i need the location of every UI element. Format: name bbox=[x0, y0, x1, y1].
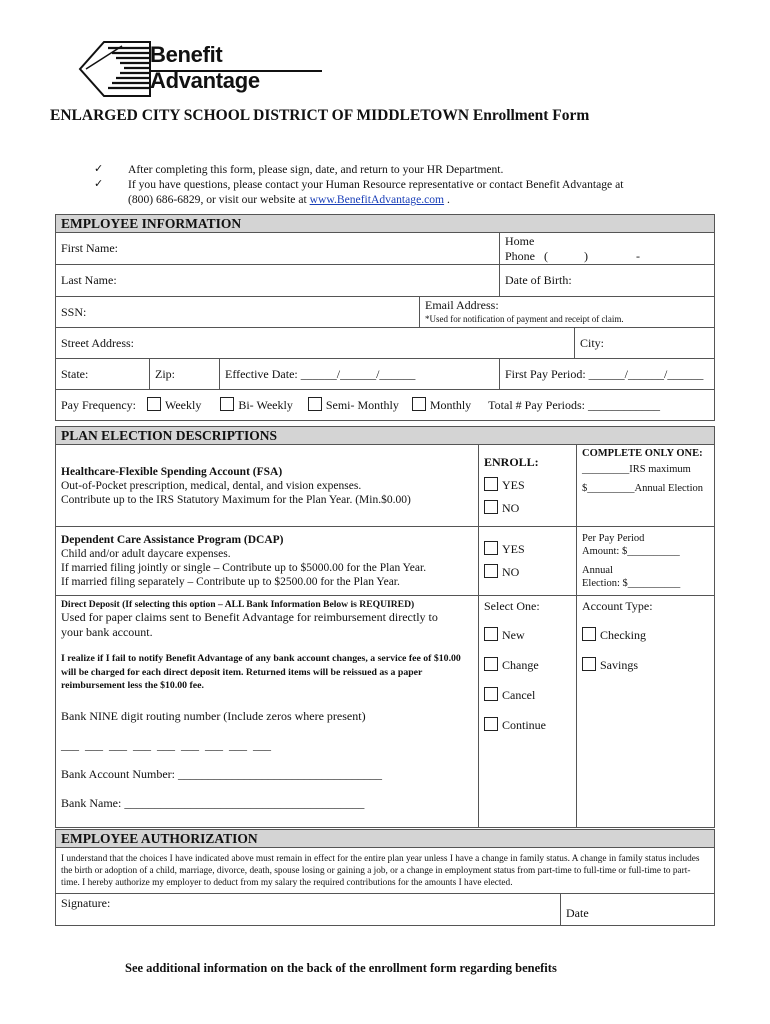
fsa-text: Out-of-Pocket prescription, medical, dental, and vision expenses. bbox=[61, 479, 362, 492]
direct-deposit-text: your bank account. bbox=[61, 625, 153, 639]
dcap-no-checkbox[interactable] bbox=[484, 564, 498, 578]
direct-deposit-text: Used for paper claims sent to Benefit Advantage for reimbursement directly to bbox=[61, 610, 438, 624]
option-label: New bbox=[502, 628, 525, 642]
routing-number-field[interactable]: ___ ___ ___ ___ ___ ___ ___ ___ ___ bbox=[61, 737, 271, 752]
option-label: Change bbox=[502, 658, 539, 672]
field-label: Last Name: bbox=[61, 273, 117, 287]
field-label: Signature: bbox=[61, 896, 111, 910]
date-of-birth-field[interactable] bbox=[500, 265, 715, 297]
dcap-description bbox=[56, 527, 479, 596]
effective-date-field[interactable] bbox=[220, 359, 500, 390]
dcap-text: If married filing separately – Contribute up to $2500.00 for the Plan Year. bbox=[61, 576, 400, 588]
fsa-annual-election-field[interactable]: $_________Annual Election bbox=[582, 483, 704, 494]
option-label: Checking bbox=[600, 628, 646, 642]
last-name-field[interactable] bbox=[56, 265, 500, 297]
instruction-item bbox=[94, 192, 734, 207]
email-note: *Used for notification of payment and receipt of claim. bbox=[425, 314, 624, 324]
first-pay-period-field[interactable] bbox=[500, 359, 715, 390]
field-label: First Pay Period: ______/______/______ bbox=[505, 366, 704, 381]
direct-deposit-warning: I realize if I fail to notify Benefit Advantage of any bank account changes, a service fee of $10.00 will be charged for each direct deposit item. Returned items will be reissued as a paper reimbursement less the $10.00 fee. bbox=[61, 653, 461, 691]
checkmark-icon: ✓ bbox=[94, 163, 104, 175]
field-label: First Name: bbox=[61, 241, 118, 255]
irs-maximum-field[interactable]: _________IRS maximum bbox=[582, 464, 691, 475]
enroll-label: ENROLL: bbox=[484, 455, 539, 469]
website-link[interactable]: www.BenefitAdvantage.com bbox=[309, 193, 445, 206]
per-pay-amount-field[interactable]: Amount: $__________ bbox=[582, 546, 680, 557]
checkmark-icon: ✓ bbox=[94, 178, 104, 190]
city-field[interactable] bbox=[575, 328, 715, 359]
benefit-advantage-logo bbox=[78, 40, 328, 98]
fsa-text: Contribute up to the IRS Statutory Maximum for the Plan Year. (Min.$0.00) bbox=[61, 493, 411, 506]
logo-mark-icon bbox=[78, 40, 158, 98]
option-label: Weekly bbox=[164, 398, 202, 412]
bank-account-number-field[interactable]: Bank Account Number: __________________________________ bbox=[61, 766, 382, 781]
direct-deposit-description bbox=[56, 596, 479, 828]
instruction-text: (800) 686-6829, or visit our website at bbox=[128, 193, 310, 206]
logo-underline bbox=[150, 70, 322, 72]
field-label: Date bbox=[566, 906, 589, 920]
instructions bbox=[94, 162, 734, 207]
annual-label: Annual bbox=[582, 565, 613, 576]
new-checkbox[interactable] bbox=[484, 627, 498, 641]
total-pay-periods[interactable]: Total # Pay Periods: ____________ bbox=[488, 398, 660, 412]
option-label: Semi- Monthly bbox=[325, 398, 399, 412]
logo-text: Benefit Advantage bbox=[150, 42, 260, 93]
field-label: Effective Date: ______/______/______ bbox=[225, 366, 416, 381]
dcap-annual-election-field[interactable]: Election: $__________ bbox=[582, 578, 681, 589]
field-label: State: bbox=[61, 366, 89, 381]
instruction-item bbox=[94, 162, 734, 177]
field-label: Zip: bbox=[155, 366, 175, 381]
email-field[interactable] bbox=[420, 297, 715, 328]
change-checkbox[interactable] bbox=[484, 657, 498, 671]
account-type-label: Account Type: bbox=[582, 599, 653, 613]
field-label: Street Address: bbox=[61, 335, 134, 350]
dcap-title: Dependent Care Assistance Program (DCAP) bbox=[61, 534, 284, 546]
select-one-label: Select One: bbox=[484, 599, 540, 613]
section-header: EMPLOYEE AUTHORIZATION bbox=[56, 830, 715, 848]
date-field[interactable] bbox=[561, 894, 715, 926]
section-header: PLAN ELECTION DESCRIPTIONS bbox=[56, 427, 715, 445]
option-label: Continue bbox=[502, 718, 546, 732]
employee-information-table bbox=[55, 214, 715, 421]
ssn-field[interactable] bbox=[56, 297, 420, 328]
field-label: Phone ( ) - bbox=[505, 248, 640, 263]
dcap-enroll-cell bbox=[479, 527, 577, 596]
continue-checkbox[interactable] bbox=[484, 717, 498, 731]
fsa-enroll-cell bbox=[479, 445, 577, 527]
dcap-text: Child and/or adult daycare expenses. bbox=[61, 548, 231, 560]
savings-checkbox[interactable] bbox=[582, 657, 596, 671]
bank-name-field[interactable]: Bank Name: ________________________________________ bbox=[61, 795, 365, 810]
direct-deposit-title: Direct Deposit (If selecting this option – ALL Bank Information Below is REQUIRED) bbox=[61, 599, 415, 610]
per-pay-label: Per Pay Period bbox=[582, 533, 645, 544]
semimonthly-checkbox[interactable] bbox=[308, 397, 322, 411]
option-label: Savings bbox=[600, 658, 639, 672]
account-type-cell bbox=[577, 596, 715, 828]
option-label: YES bbox=[502, 478, 525, 492]
cancel-checkbox[interactable] bbox=[484, 687, 498, 701]
field-label: Home bbox=[505, 233, 535, 248]
field-label: Date of Birth: bbox=[505, 273, 572, 287]
field-label: City: bbox=[580, 335, 605, 350]
home-phone-field[interactable] bbox=[500, 233, 715, 265]
section-header: EMPLOYEE INFORMATION bbox=[56, 215, 715, 233]
instruction-text: . bbox=[444, 193, 450, 206]
pay-frequency-row bbox=[56, 390, 715, 421]
footer-note: See additional information on the back of the enrollment form regarding benefits bbox=[125, 961, 557, 975]
option-label: NO bbox=[502, 565, 520, 579]
complete-only-label: COMPLETE ONLY ONE: bbox=[582, 448, 703, 459]
first-name-field[interactable] bbox=[56, 233, 500, 265]
employee-authorization-table bbox=[55, 829, 715, 926]
plan-election-table bbox=[55, 426, 715, 828]
dcap-yes-checkbox[interactable] bbox=[484, 541, 498, 555]
fsa-yes-checkbox[interactable] bbox=[484, 477, 498, 491]
option-label: YES bbox=[502, 542, 525, 556]
fsa-title: Healthcare-Flexible Spending Account (FSA) bbox=[61, 465, 283, 478]
zip-field[interactable] bbox=[150, 359, 220, 390]
fsa-no-checkbox[interactable] bbox=[484, 500, 498, 514]
option-label: Cancel bbox=[502, 688, 536, 702]
authorization-text: I understand that the choices I have indicated above must remain in effect for the entire plan year unless I have a change in family status. A change in family status includes the birth or adoption of a child, marriage, divorce, death, spouse losing or gaining a job, or a change in employment status from part-time to full-time or full-time to part-time. I hereby authorize my employer to deduct from my salary the required contributions for the amounts I have elected. bbox=[56, 848, 715, 894]
instruction-text: If you have questions, please contact your Human Resource representative or contact Benefit Advantage at bbox=[128, 178, 624, 191]
field-label: SSN: bbox=[61, 304, 87, 319]
fsa-description bbox=[56, 445, 479, 527]
option-label: NO bbox=[502, 501, 520, 515]
state-field[interactable] bbox=[56, 359, 150, 390]
signature-field[interactable] bbox=[56, 894, 561, 926]
weekly-checkbox[interactable] bbox=[147, 397, 161, 411]
option-label: Bi- Weekly bbox=[238, 398, 293, 412]
dcap-text: If married filing jointly or single – Contribute up to $5000.00 for the Plan Year. bbox=[61, 562, 427, 574]
page-title: ENLARGED CITY SCHOOL DISTRICT OF MIDDLETOWN Enrollment Form bbox=[50, 107, 590, 124]
instruction-text: After completing this form, please sign, date, and return to your HR Department. bbox=[128, 163, 504, 176]
option-label: Monthly bbox=[429, 398, 472, 412]
field-label: Email Address: bbox=[425, 298, 499, 312]
routing-number-label: Bank NINE digit routing number (Include zeros where present) bbox=[61, 708, 366, 723]
street-address-field[interactable] bbox=[56, 328, 575, 359]
biweekly-checkbox[interactable] bbox=[220, 397, 234, 411]
fsa-amount-cell bbox=[577, 445, 715, 527]
instruction-item bbox=[94, 177, 734, 192]
dcap-amount-cell bbox=[577, 527, 715, 596]
deposit-action-cell bbox=[479, 596, 577, 828]
checking-checkbox[interactable] bbox=[582, 627, 596, 641]
monthly-checkbox[interactable] bbox=[412, 397, 426, 411]
field-label: Pay Frequency: bbox=[61, 398, 136, 412]
